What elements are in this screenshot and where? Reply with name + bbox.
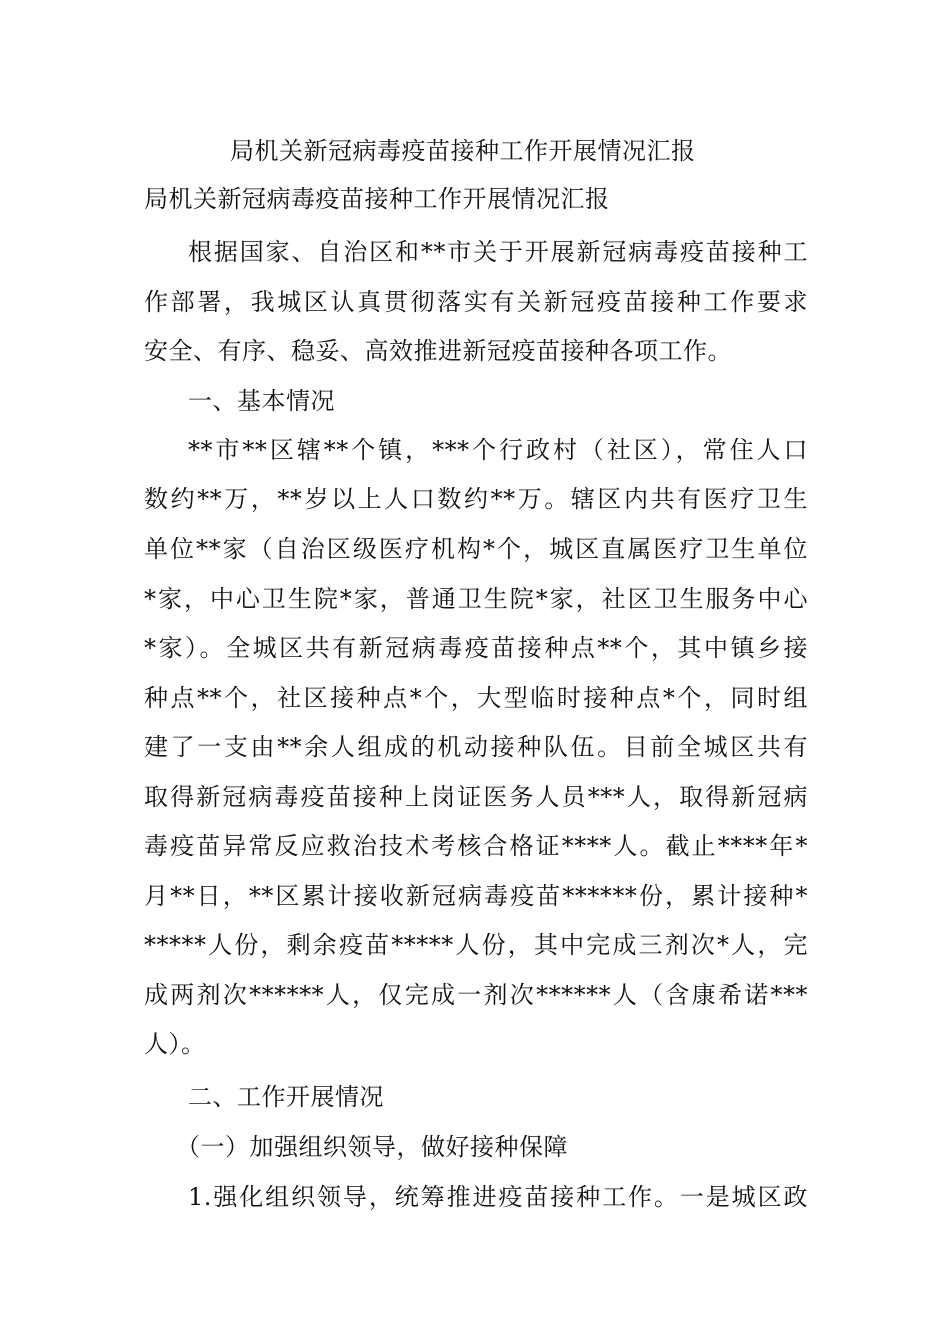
paragraph-line: 根据国家、自治区和**市关于开展新冠病毒疫苗接种工 [188, 238, 808, 266]
section-heading: 二、工作开展情况 [188, 1083, 384, 1111]
document-title-left: 局机关新冠病毒疫苗接种工作开展情况汇报 [144, 185, 610, 213]
paragraph-line: 种点**个，社区接种点*个，大型临时接种点*个，同时组 [144, 684, 808, 712]
paragraph-line: 毒疫苗异常反应救治技术考核合格证****人。截止****年* [144, 832, 808, 860]
paragraph-line: **市**区辖**个镇，***个行政村（社区），常住人口 [188, 436, 808, 464]
document-title-centered: 局机关新冠病毒疫苗接种工作开展情况汇报 [230, 137, 696, 165]
paragraph-line: 取得新冠病毒疫苗接种上岗证医务人员***人，取得新冠病 [144, 783, 808, 811]
paragraph-line: *家）。全城区共有新冠病毒疫苗接种点**个，其中镇乡接 [144, 634, 808, 662]
paragraph-line: 1.强化组织领导，统筹推进疫苗接种工作。一是城区政 [188, 1183, 808, 1211]
paragraph-line: 安全、有序、稳妥、高效推进新冠疫苗接种各项工作。 [144, 337, 732, 365]
paragraph-line: *****人份，剩余疫苗*****人份，其中完成三剂次*人，完 [144, 931, 808, 959]
paragraph-line: *家，中心卫生院*家，普通卫生院*家，社区卫生服务中心 [144, 585, 808, 613]
paragraph-line: 建了一支由**余人组成的机动接种队伍。目前全城区共有 [144, 733, 808, 761]
subsection-heading: （一）加强组织领导，做好接种保障 [176, 1133, 568, 1161]
paragraph-line: 月**日，**区累计接收新冠病毒疫苗******份，累计接种* [144, 882, 808, 910]
paragraph-line: 作部署，我城区认真贯彻落实有关新冠疫苗接种工作要求 [144, 288, 808, 316]
paragraph-line: 数约**万，**岁以上人口数约**万。辖区内共有医疗卫生 [144, 485, 808, 513]
section-heading: 一、基本情况 [188, 387, 335, 415]
paragraph-line: 单位**家（自治区级医疗机构*个，城区直属医疗卫生单位 [144, 535, 808, 563]
paragraph-line: 人）。 [144, 1030, 206, 1058]
paragraph-line: 成两剂次******人，仅完成一剂次******人（含康希诺*** [144, 981, 808, 1009]
